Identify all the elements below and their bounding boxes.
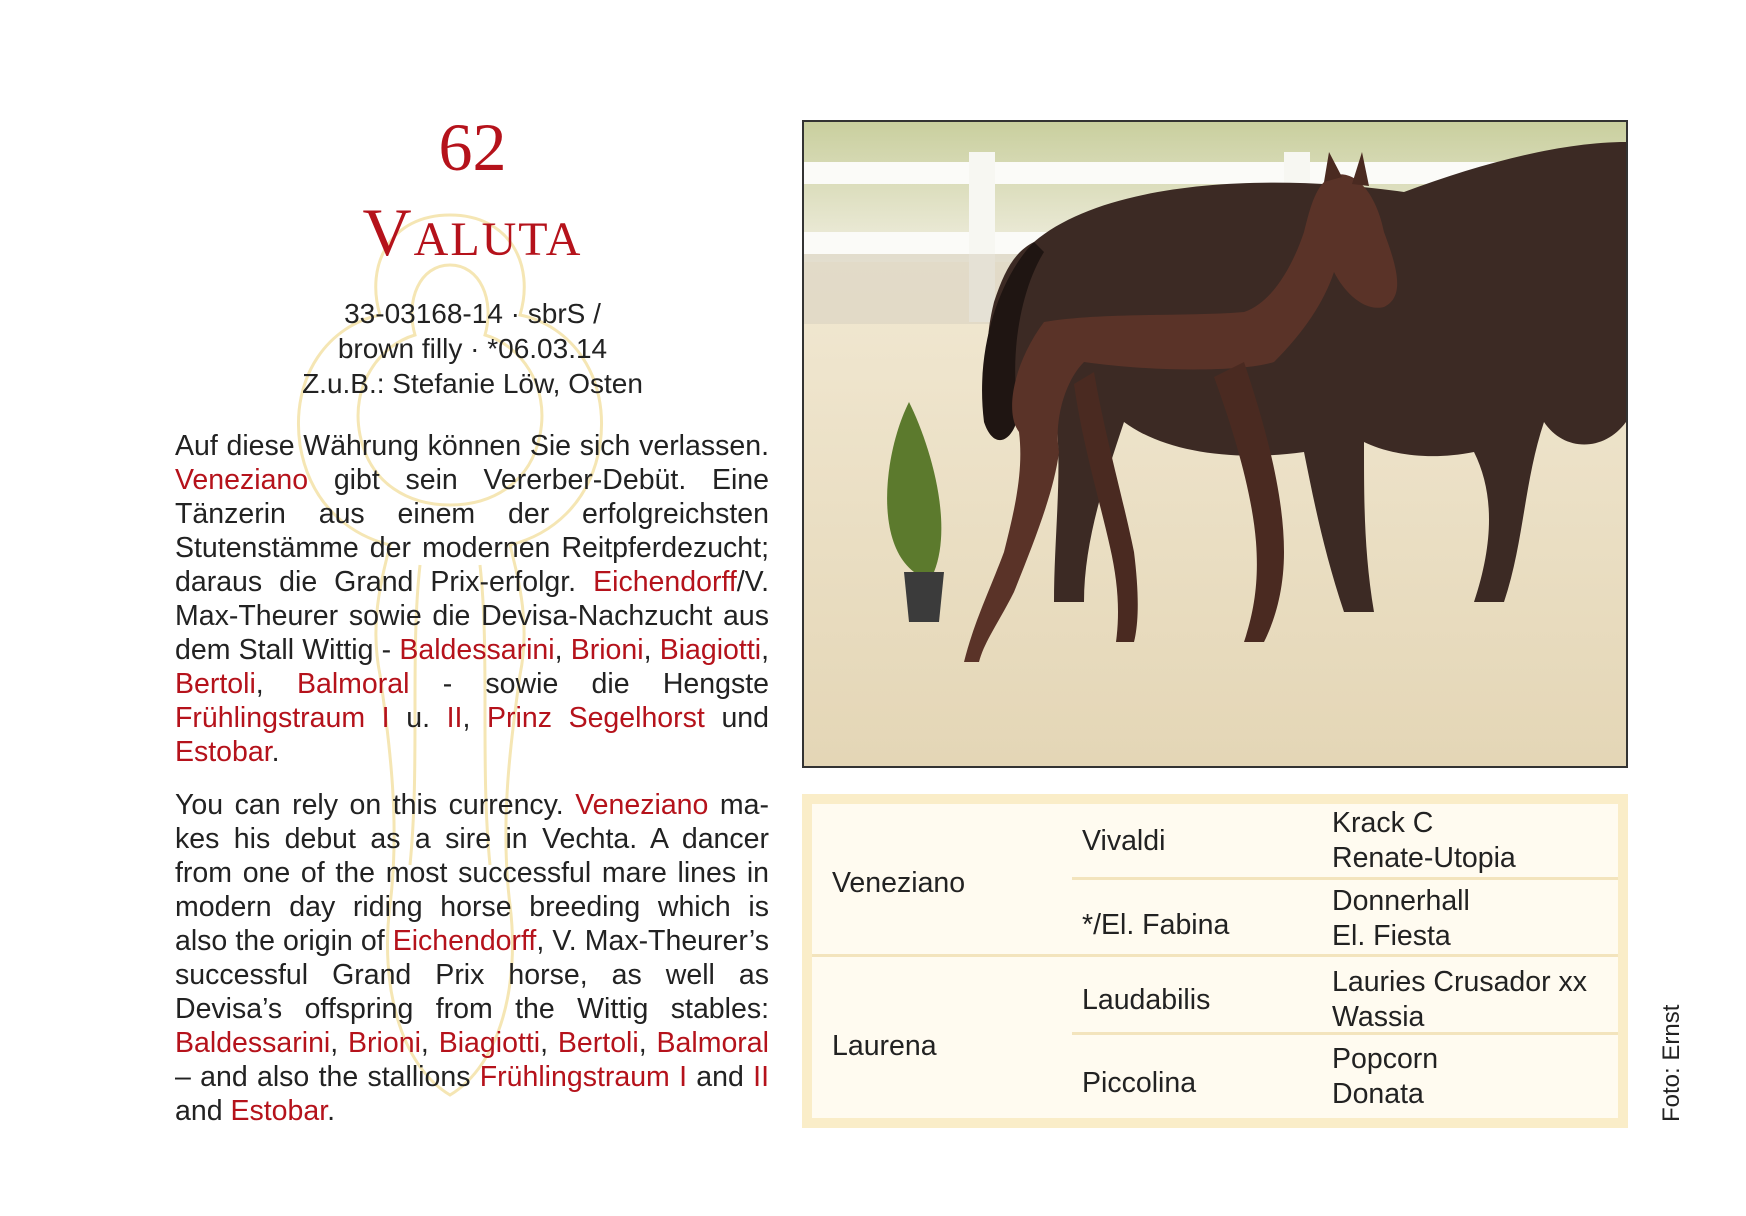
horse-link: Biagiotti <box>438 1027 541 1059</box>
pedigree-ss-dam: Renate-Utopia <box>1332 842 1516 874</box>
pedigree-ds-dam: Wassia <box>1332 1001 1425 1033</box>
horse-link: Prinz Segelhorst <box>487 702 705 734</box>
horse-link: Estobar <box>175 736 272 768</box>
divider <box>1072 877 1618 880</box>
photo-credit: Foto: Ernst <box>1658 1004 1685 1122</box>
horse-name: Valuta <box>362 194 583 270</box>
horse-link: Balmoral <box>296 668 410 700</box>
pedigree-dam-sire: Laudabilis <box>1082 984 1211 1016</box>
horse-link: Veneziano <box>175 464 309 496</box>
horse-link: Eichendorff <box>392 925 537 957</box>
pedigree-grid <box>812 804 1618 1118</box>
foal-and-mare-illustration <box>804 122 1626 766</box>
pedigree-dd-sire: Popcorn <box>1332 1043 1439 1075</box>
horse-link: II <box>753 1061 769 1093</box>
horse-link: Eichendorff <box>593 566 737 598</box>
pedigree-dam: Laurena <box>832 1030 937 1062</box>
description-german: Auf diese Währung können Sie sich verlassen. Veneziano gibt sein Vererber-Debüt. Eine Tänzerin aus einem der erfolgreichsten Stutenstämme der modernen Reitpferdezucht; daraus die Grand Prix-erfolgr. Eichendorff/V. Max-Theurer sowie die Devisa-Nachzucht aus dem Stall Wittig - Baldessarini, Brioni, Biagiotti, Bertoli, Balmoral - sowie die Hengste Frühlingstraum I u. II, Prinz Segelhorst und Estobar. <box>175 430 770 768</box>
lot-number: 62 <box>438 109 507 185</box>
pedigree-sd-dam: El. Fiesta <box>1332 920 1451 952</box>
horse-link: Frühlingstraum I <box>479 1061 688 1093</box>
pedigree-sd-sire: Donnerhall <box>1332 885 1470 917</box>
horse-photo <box>802 120 1628 768</box>
pedigree-ss-sire: Krack C <box>1332 807 1434 839</box>
pedigree-sire-dam: */El. Fabina <box>1082 909 1230 941</box>
horse-link: Brioni <box>348 1027 421 1059</box>
divider <box>812 954 1618 957</box>
pedigree-ds-sire: Lauries Crusador xx <box>1332 966 1588 998</box>
horse-link: Biagiotti <box>659 634 762 666</box>
pedigree-sire-sire: Vivaldi <box>1082 825 1166 857</box>
horse-link: Estobar <box>230 1095 328 1127</box>
horse-link: Bertoli <box>557 1027 639 1059</box>
horse-link: Veneziano <box>575 789 709 821</box>
horse-link: Brioni <box>570 634 644 666</box>
pedigree-sire: Veneziano <box>832 867 966 899</box>
horse-link: Balmoral <box>656 1027 769 1059</box>
horse-link: Baldessarini <box>399 634 555 666</box>
horse-link: II <box>446 702 463 734</box>
pedigree-dd-dam: Donata <box>1332 1078 1424 1110</box>
horse-link: Bertoli <box>175 668 256 700</box>
description-english: You can rely on this currency. Veneziano makes his debut as a sire in Vechta. A dancer from one of the most successful mare lines in modern day riding horse breeding which is also the origin of Eichendorff, V. Max-Theurer’s successful Grand Prix horse, as well as Devisa’s offspring from the Wittig stables: Baldessarini, Brioni, Biagiotti, Bertoli, Balmoral – and also the stallions Frühlingstraum I and II and Estobar. <box>175 789 769 1127</box>
horse-link: Frühlingstraum I <box>175 702 390 734</box>
breeder-line: Z.u.B.: Stefanie Löw, Osten <box>302 368 643 399</box>
color-birth-line: brown filly · *06.03.14 <box>337 333 608 364</box>
registration-line: 33-03168-14 · sbrS / <box>344 298 601 329</box>
horse-link: Baldessarini <box>175 1027 331 1059</box>
pedigree-dam-dam: Piccolina <box>1082 1067 1197 1099</box>
pedigree-table <box>802 794 1628 1128</box>
